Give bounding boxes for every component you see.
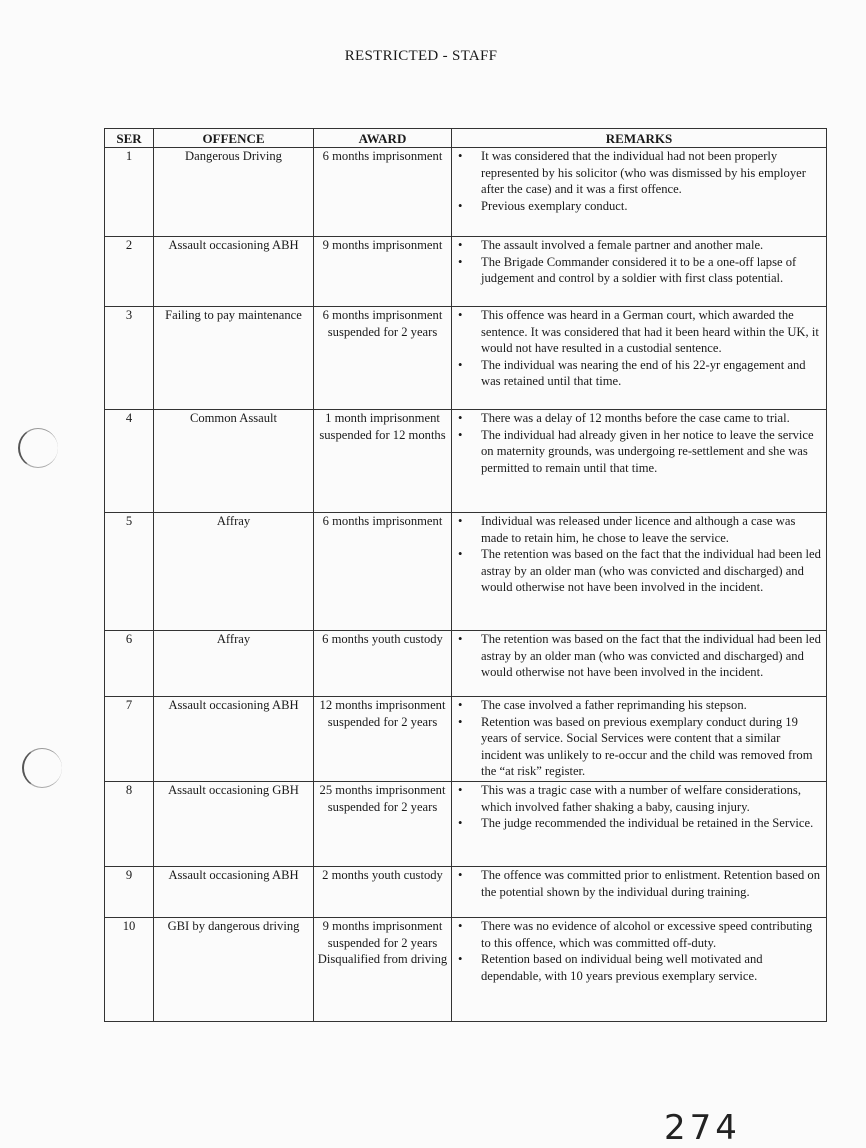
- cell-ser: 10: [105, 918, 154, 1022]
- cell-remarks: [452, 148, 827, 237]
- punch-hole: [22, 748, 62, 788]
- remark-item: • The individual had already given in her notice to leave the service on maternity grounds, was undergoing re-settlement and she was permitted to remain until that time.: [481, 427, 823, 477]
- remark-item: • The offence was committed prior to enlistment. Retention based on the potential shown by the individual during training.: [481, 867, 823, 900]
- remark-item: • This offence was heard in a German court, which awarded the sentence. It was considered that had it been heard within the UK, it would not have resulted in a custodial sentence.: [481, 307, 823, 357]
- column-header-ser: SER: [105, 129, 154, 148]
- cell-offence: Failing to pay maintenance: [154, 307, 314, 410]
- remark-item: • Retention was based on previous exemplary conduct during 19 years of service. Social Services were content that a similar incident was unlikely to re-occur and the child was removed from the “at risk” register.: [481, 714, 823, 780]
- table-row: [105, 631, 827, 697]
- page-number: 274: [664, 1108, 741, 1148]
- award-text: 6 months imprisonment suspended for 2 years: [322, 308, 443, 339]
- cell-offence: Assault occasioning ABH: [154, 697, 314, 782]
- remarks-list: [455, 631, 823, 681]
- cell-award: [314, 237, 452, 307]
- cell-ser: 1: [105, 148, 154, 237]
- award-text: 2 months youth custody: [322, 868, 443, 882]
- cell-remarks: [452, 918, 827, 1022]
- award-text: 6 months imprisonment: [322, 514, 443, 528]
- cell-remarks: [452, 410, 827, 513]
- remark-item: • Previous exemplary conduct.: [481, 198, 823, 215]
- award-text: 12 months imprisonment suspended for 2 years: [319, 698, 446, 729]
- remarks-list: [455, 918, 823, 984]
- cell-award: [314, 697, 452, 782]
- cell-ser: 9: [105, 867, 154, 918]
- remarks-list: [455, 307, 823, 390]
- award-text: 1 month imprisonment suspended for 12 months: [319, 411, 446, 442]
- cell-remarks: [452, 631, 827, 697]
- table-row: [105, 918, 827, 1022]
- cell-ser: 4: [105, 410, 154, 513]
- cell-award: [314, 918, 452, 1022]
- remarks-list: [455, 782, 823, 832]
- remarks-list: [455, 513, 823, 596]
- punch-hole: [18, 428, 58, 468]
- remark-item: • There was a delay of 12 months before the case came to trial.: [481, 410, 823, 427]
- cell-offence: Common Assault: [154, 410, 314, 513]
- cell-offence: Dangerous Driving: [154, 148, 314, 237]
- column-header-offence: OFFENCE: [154, 129, 314, 148]
- table-row: [105, 148, 827, 237]
- cell-remarks: [452, 697, 827, 782]
- cell-offence: GBI by dangerous driving: [154, 918, 314, 1022]
- cell-remarks: [452, 782, 827, 867]
- cell-award: [314, 148, 452, 237]
- table-row: [105, 697, 827, 782]
- cell-ser: 6: [105, 631, 154, 697]
- remark-item: • The retention was based on the fact that the individual had been led astray by an older man (who was convicted and discharged) and would otherwise not have been involved in the incident.: [481, 546, 823, 596]
- remark-item: • The case involved a father reprimanding his stepson.: [481, 697, 823, 714]
- cell-award: [314, 631, 452, 697]
- remark-item: • The judge recommended the individual be retained in the Service.: [481, 815, 823, 832]
- column-header-award: AWARD: [314, 129, 452, 148]
- cell-award: [314, 867, 452, 918]
- table-row: [105, 307, 827, 410]
- column-header-remarks: REMARKS: [452, 129, 827, 148]
- table-body: [105, 148, 827, 1022]
- remarks-list: [455, 410, 823, 476]
- remark-item: • The assault involved a female partner and another male.: [481, 237, 823, 254]
- table-row: [105, 867, 827, 918]
- award-text: 6 months imprisonment: [322, 149, 443, 163]
- remarks-list: [455, 237, 823, 287]
- cell-award: [314, 782, 452, 867]
- award-text: 9 months imprisonment: [322, 238, 443, 252]
- cell-offence: Affray: [154, 631, 314, 697]
- remark-item: • Individual was released under licence and although a case was made to retain him, he chose to leave the service.: [481, 513, 823, 546]
- remark-item: • This was a tragic case with a number of welfare considerations, which involved father shaking a baby, causing injury.: [481, 782, 823, 815]
- table-row: [105, 410, 827, 513]
- table-header-row: [105, 129, 827, 148]
- offences-table: [104, 128, 827, 1022]
- award-text: 9 months imprisonment suspended for 2 years: [322, 919, 443, 950]
- cell-award: [314, 307, 452, 410]
- award-extra-text: Disqualified from driving: [317, 952, 448, 967]
- cell-offence: Assault occasioning ABH: [154, 867, 314, 918]
- cell-offence: Affray: [154, 513, 314, 631]
- cell-award: [314, 513, 452, 631]
- cell-ser: 8: [105, 782, 154, 867]
- cell-remarks: [452, 237, 827, 307]
- remarks-list: [455, 867, 823, 900]
- cell-offence: Assault occasioning GBH: [154, 782, 314, 867]
- remark-item: • The Brigade Commander considered it to be a one-off lapse of judgement and control by a soldier with first class potential.: [481, 254, 823, 287]
- award-text: 25 months imprisonment suspended for 2 years: [319, 783, 446, 814]
- remark-item: • There was no evidence of alcohol or excessive speed contributing to this offence, which was committed off-duty.: [481, 918, 823, 951]
- cell-remarks: [452, 307, 827, 410]
- award-text: 6 months youth custody: [322, 632, 443, 646]
- remark-item: • The individual was nearing the end of his 22-yr engagement and was retained until that time.: [481, 357, 823, 390]
- table-row: [105, 782, 827, 867]
- table-row: [105, 513, 827, 631]
- cell-remarks: [452, 867, 827, 918]
- remarks-list: [455, 148, 823, 214]
- remark-item: • Retention based on individual being well motivated and dependable, with 10 years previous exemplary service.: [481, 951, 823, 984]
- remarks-list: [455, 697, 823, 780]
- remark-item: • It was considered that the individual had not been properly represented by his solicitor (who was dismissed by his employer after the case) and it was a first offence.: [481, 148, 823, 198]
- page-header: RESTRICTED - STAFF: [344, 48, 498, 64]
- cell-ser: 2: [105, 237, 154, 307]
- remark-item: • The retention was based on the fact that the individual had been led astray by an older man (who was convicted and discharged) and would otherwise not have been involved in the incident.: [481, 631, 823, 681]
- cell-ser: 5: [105, 513, 154, 631]
- cell-offence: Assault occasioning ABH: [154, 237, 314, 307]
- cell-ser: 3: [105, 307, 154, 410]
- cell-ser: 7: [105, 697, 154, 782]
- table-row: [105, 237, 827, 307]
- cell-award: [314, 410, 452, 513]
- cell-remarks: [452, 513, 827, 631]
